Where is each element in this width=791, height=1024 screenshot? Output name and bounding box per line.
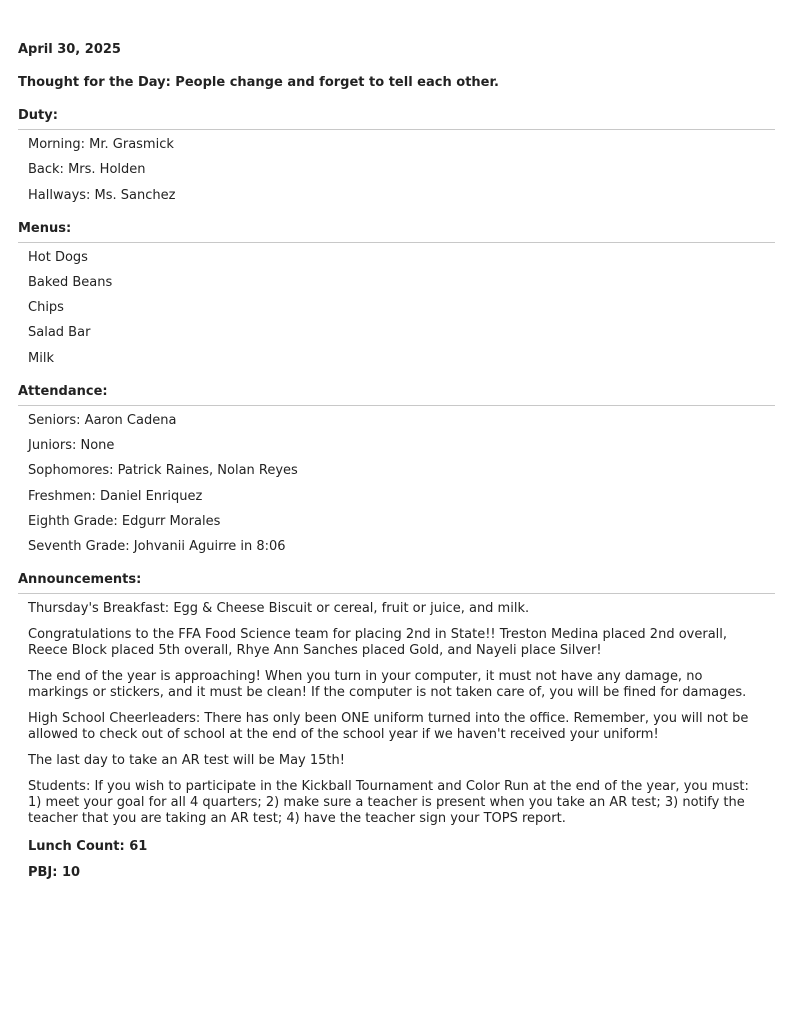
- duty-item-back: Back: Mrs. Holden: [28, 162, 146, 178]
- duty-item-hallways: Hallways: Ms. Sanchez: [28, 187, 176, 203]
- menu-list: [18, 248, 775, 369]
- pbj-count: PBJ: 10: [28, 865, 81, 881]
- attendance-heading: Attendance:: [18, 382, 775, 406]
- bulletin-date: April 30, 2025: [18, 42, 121, 57]
- menus-heading: Menus:: [18, 219, 775, 243]
- attendance-item-seniors: Seniors: Aaron Cadena: [28, 412, 177, 428]
- attendance-item-juniors: Juniors: None: [28, 438, 115, 454]
- announcement-breakfast: Thursday's Breakfast: Egg & Cheese Biscuit or cereal, fruit or juice, and milk.: [28, 601, 530, 617]
- announcement-list: [18, 601, 775, 827]
- announcements-heading: Announcements:: [18, 570, 775, 594]
- menu-item: Baked Beans: [28, 274, 113, 290]
- thought-for-the-day: Thought for the Day: People change and forget to tell each other.: [18, 75, 499, 90]
- announcement-cheerleaders: High School Cheerleaders: There has only been ONE uniform turned into the office. Remember, you will not be allowed to check out of school at the end of the school year if we haven't received your uniform!: [28, 711, 749, 743]
- attendance-item-eighth-grade: Eighth Grade: Edgurr Morales: [28, 513, 221, 529]
- duty-list: [18, 135, 775, 206]
- announcement-ar-test: The last day to take an AR test will be May 15th!: [28, 753, 345, 769]
- attendance-list: [18, 411, 775, 557]
- attendance-item-seventh-grade: Seventh Grade: Johvanii Aguirre in 8:06: [28, 539, 286, 555]
- announcement-ffa: Congratulations to the FFA Food Science team for placing 2nd in State!! Treston Medina placed 2nd overall, Reece Block placed 5th overall, Rhye Ann Sanches placed Gold, and Nayeli place Silver!: [28, 627, 728, 659]
- announcement-computers: The end of the year is approaching! When you turn in your computer, it must not have any damage, no markings or stickers, and it must be clean! If the computer is not taken care of, you will be fined for damages.: [28, 669, 747, 701]
- menu-item: Milk: [28, 350, 54, 366]
- lunch-count: Lunch Count: 61: [28, 839, 148, 855]
- attendance-item-sophomores: Sophomores: Patrick Raines, Nolan Reyes: [28, 463, 298, 479]
- announcement-kickball: Students: If you wish to participate in the Kickball Tournament and Color Run at the end of the year, you must: 1) meet your goal for all 4 quarters; 2) make sure a teacher is present when you take an AR test; 3) notify the teacher that you are taking an AR test; 4) have the teacher sign your TOPS report.: [28, 779, 749, 827]
- duty-item-morning: Morning: Mr. Grasmick: [28, 137, 174, 152]
- menu-item: Chips: [28, 300, 64, 316]
- bulletin-page: [18, 40, 775, 889]
- duty-heading: Duty:: [18, 106, 775, 130]
- menu-item: Salad Bar: [28, 325, 91, 341]
- attendance-item-freshmen: Freshmen: Daniel Enriquez: [28, 488, 203, 504]
- menu-item: Hot Dogs: [28, 249, 88, 265]
